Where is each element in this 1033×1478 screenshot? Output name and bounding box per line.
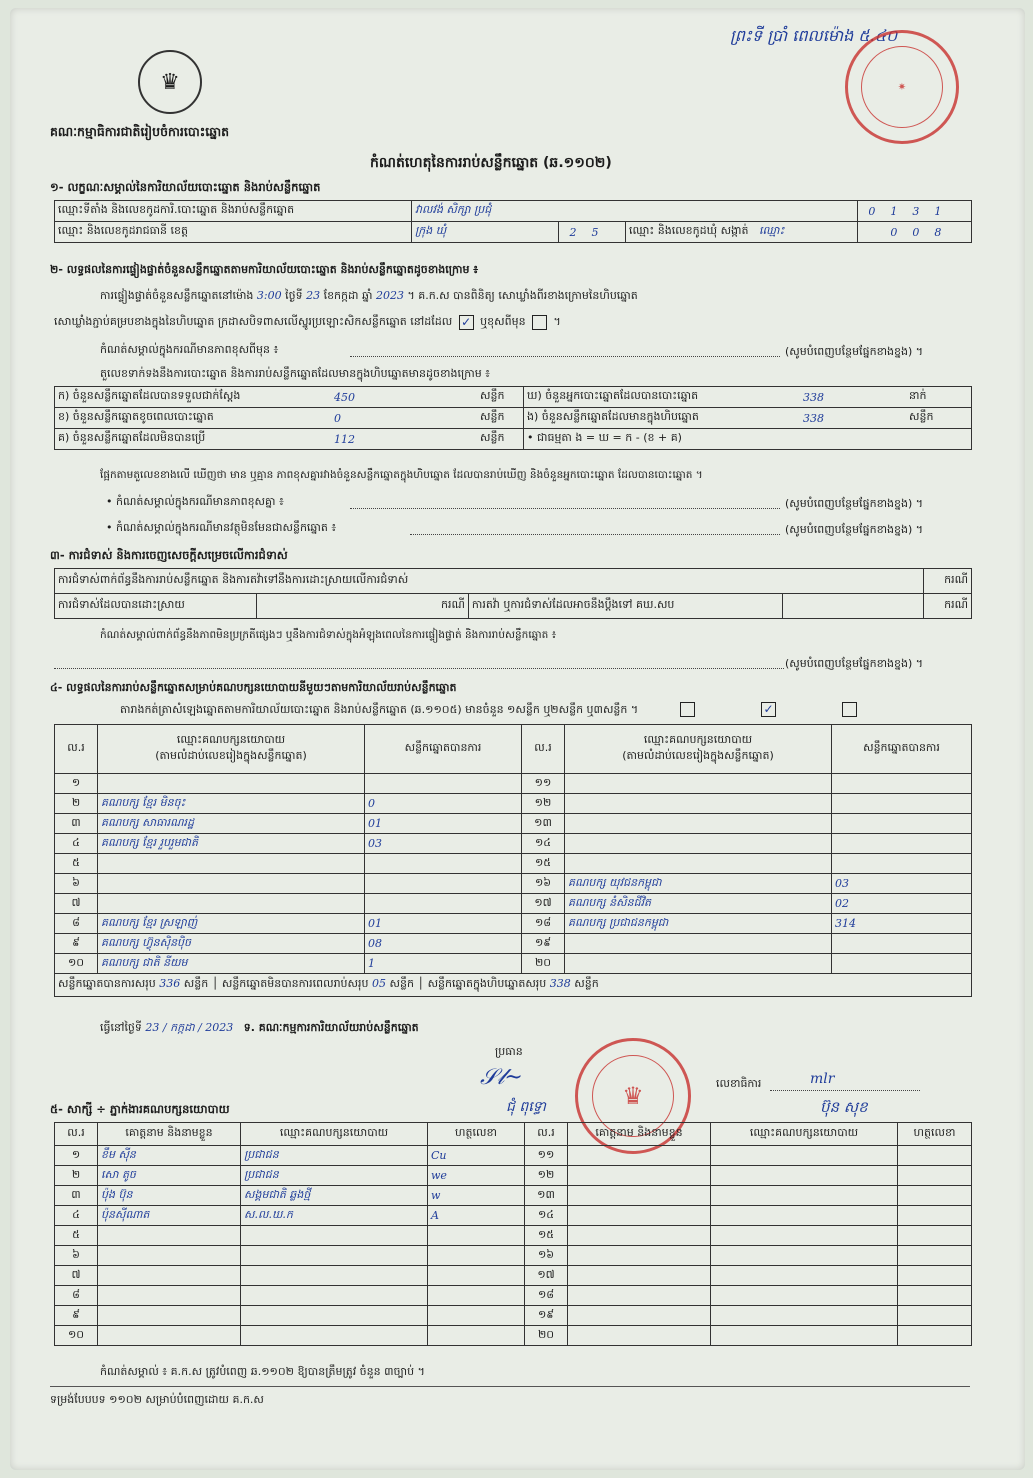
cell-no: ២ (55, 1166, 98, 1186)
section1-title: ១- លក្ខណៈសម្គាល់នៃការិយាល័យបោះឆ្នោត និងរាប់សន្លឹកឆ្នោត (50, 180, 321, 194)
cell-sign (428, 1266, 525, 1286)
row-a-value: 450 (331, 387, 477, 408)
cell-votes: 02 (832, 894, 972, 914)
table-row (55, 1266, 972, 1286)
table-row (55, 1206, 972, 1226)
table-row (55, 1146, 972, 1166)
table-row (55, 954, 972, 974)
province-code (559, 222, 626, 243)
one-sheet-checkbox[interactable] (680, 702, 695, 717)
cell-party (711, 1226, 898, 1246)
cell-party (241, 1226, 428, 1246)
form-title: កំណត់ហេតុនៃការរាប់សន្លឹកឆ្នោត (ឆ.១១០២) (370, 155, 612, 171)
cell-no: ៤ (55, 1206, 98, 1226)
cell-sign: we (428, 1166, 525, 1186)
total-box-value: 338 (549, 977, 571, 990)
province-code-digit: 2 (569, 225, 577, 239)
same-checkbox[interactable]: ✓ (459, 315, 474, 330)
cell-sign: Cu (428, 1146, 525, 1166)
station-name: វាលវង់ សិក្សា ប្រជុំ (412, 201, 858, 222)
cell-party (565, 954, 832, 974)
cell-name (98, 1246, 241, 1266)
verify-year: 2023 (375, 289, 404, 302)
cell-votes: 01 (365, 814, 522, 834)
cell-sign (898, 1166, 972, 1186)
col-votes: សន្លឹកឆ្នោតបានការ (365, 725, 522, 774)
figures-intro: តួលេខទាក់ទងនឹងការបោះឆ្នោត និងការរាប់សន្លឹកឆ្នោតដែលមានក្នុងហិបឆ្នោតមានដូចខាងក្រោម ៖ (100, 367, 491, 380)
station-table (54, 200, 972, 243)
row-d-value: 338 (800, 387, 906, 408)
row-a-label: ក) ចំនួនសន្លឹកឆ្នោតដែលបានទទួលជាក់ស្តែង (55, 387, 332, 408)
cell-party (565, 834, 832, 854)
cell-party (241, 1246, 428, 1266)
col-no: ល.រ (525, 1123, 568, 1146)
secretary-signature: mlr (810, 1071, 835, 1087)
cell-name: ប៉ុង ប៊ុន (98, 1186, 241, 1206)
cell-name: ខឹម ស៊ីន (98, 1146, 241, 1166)
table-row (55, 874, 972, 894)
cell-no: ៣ (55, 1186, 98, 1206)
cell-party (711, 1246, 898, 1266)
resolved-label: ការជំទាស់ដែលបានដោះស្រាយ (55, 594, 257, 619)
cell-party (711, 1186, 898, 1206)
cell-votes (365, 774, 522, 794)
footer-divider (50, 1386, 970, 1387)
cell-sign (898, 1306, 972, 1326)
cell-name (568, 1306, 711, 1326)
cell-votes: 0 (365, 794, 522, 814)
row-d-unit: នាក់ (906, 387, 972, 408)
cell-name (568, 1266, 711, 1286)
verify-text: ការផ្ទៀងផ្ទាត់ចំនួនសន្លឹកឆ្នោតនៅម៉ោង (100, 289, 254, 302)
cell-no: ២០ (522, 954, 565, 974)
cell-name (98, 1286, 241, 1306)
cell-no: ១៩ (525, 1306, 568, 1326)
date-line (100, 1020, 419, 1035)
cell-sign: A (428, 1206, 525, 1226)
table-row (55, 854, 972, 874)
note-foreign-object: • កំណត់សម្គាល់ក្នុងករណីមានវត្ថុមិនមែនជាសន្លឹកឆ្នោត ៖ (106, 521, 337, 534)
cell-name (568, 1186, 711, 1206)
cell-name (568, 1326, 711, 1346)
cell-sign (898, 1266, 972, 1286)
cell-party (565, 774, 832, 794)
cell-sign (428, 1326, 525, 1346)
cell-no: ៦ (55, 1246, 98, 1266)
cell-name (568, 1286, 711, 1306)
cell-party (98, 894, 365, 914)
three-sheet-checkbox[interactable] (842, 702, 857, 717)
complaint-row1: ការជំទាស់ពាក់ព័ន្ធនឹងការរាប់សន្លឹកឆ្នោត និងការតវ៉ាទៅនឹងការដោះស្រាយលើការជំទាស់ (55, 569, 924, 594)
cell-no: ៧ (55, 894, 98, 914)
cell-party: សង្គមជាតិ ឆ្លងថ្មី (241, 1186, 428, 1206)
cell-no: ១ (55, 774, 98, 794)
cell-no: ១២ (525, 1166, 568, 1186)
dotted-line (770, 1090, 920, 1091)
row-c-value: 112 (331, 429, 477, 450)
station-label: ឈ្មោះទីតាំង និងលេខកូដការិ.បោះឆ្នោត និងរាប់សន្លឹកឆ្នោត (55, 201, 412, 222)
cell-no: ៦ (55, 874, 98, 894)
table-row (55, 1286, 972, 1306)
date-label: ធ្វើនៅថ្ងៃទី (100, 1021, 142, 1034)
verify-text: សោឃ្លាំងភ្ជាប់គម្របខាងក្នុងនៃហិបឆ្នោត ក្រដាសបិទពាសលើស្នូរប្រឡោះសិកសន្លឹកឆ្នោត នៅដដែល (54, 315, 453, 328)
table-row (55, 1306, 972, 1326)
cell-sign (428, 1246, 525, 1266)
fill-note: (សូមបំពេញបន្ថែមផ្នែកខាងខ្នង) ។ (785, 497, 924, 510)
cell-no: ៤ (55, 834, 98, 854)
ballot-count-form (10, 8, 1025, 1470)
cell-name: សោ តូច (98, 1166, 241, 1186)
cell-sign (898, 1246, 972, 1266)
cell-sign (428, 1226, 525, 1246)
cell-votes: 03 (832, 874, 972, 894)
section4-title: ៤- លទ្ធផលនៃការរាប់សន្លឹកឆ្នោតសម្រាប់គណបក្សនយោបាយនីមួយៗតាមការិយាល័យរាប់សន្លឹកឆ្នោត (50, 681, 457, 694)
cell-party: គណបក្ស ជាតិ នីយម (98, 954, 365, 974)
cell-sign: w (428, 1186, 525, 1206)
cell-party (711, 1326, 898, 1346)
cell-party (241, 1326, 428, 1346)
table-row (55, 1326, 972, 1346)
col-no: ល.រ (55, 1123, 98, 1146)
table-row (55, 774, 972, 794)
cell-name (98, 1266, 241, 1286)
witness-table (54, 1122, 972, 1346)
date-value: 23 / កក្កដា / 2023 (145, 1021, 234, 1034)
col-name: គោត្តនាម និងនាមខ្លួន (568, 1123, 711, 1146)
station-code-digit: 1 (890, 204, 898, 218)
cell-party (241, 1306, 428, 1326)
table-row (55, 934, 972, 954)
cell-votes (365, 854, 522, 874)
cell-party (711, 1306, 898, 1326)
cell-votes: 03 (365, 834, 522, 854)
secretary-name: ប៊ុន សុខ (820, 1098, 868, 1116)
total-valid-label: សន្លឹកឆ្នោតបានការសរុប (58, 977, 156, 990)
cell-no: ១៦ (525, 1246, 568, 1266)
cell-party (711, 1166, 898, 1186)
cell-party (241, 1266, 428, 1286)
section2-title: ២- លទ្ធផលនៃការផ្ទៀងផ្ទាត់ចំនួនសន្លឹកឆ្នោតតាមការិយាល័យបោះឆ្នោត និងរាប់សន្លឹកឆ្នោតដូចខាងក្រោម ៖ (50, 263, 479, 276)
unit: សន្លឹក (183, 977, 209, 990)
verify-time: 3:00 (256, 289, 282, 302)
cell-no: ១៥ (522, 854, 565, 874)
fill-note: (សូមបំពេញបន្ថែមផ្នែកខាងខ្នង) ។ (785, 523, 924, 536)
verify-text: ។ គ.ក.ស បានពិនិត្យ សោឃ្លាំងពីរខាងក្រោមនៃហិបឆ្នោត (407, 289, 638, 302)
totals-row: សន្លឹកឆ្នោតបានការសរុប 336 សន្លឹក │ សន្លឹកឆ្នោតមិនបានការពេលរាប់សរុប 05 សន្លឹក │ សន្លឹកឆ្នោតក្នុងហិបឆ្នោតសរុប 338 សន្លឹក (55, 974, 972, 997)
cell-no: ១៦ (522, 874, 565, 894)
emblem-logo: ♛ (138, 50, 202, 114)
row-e-unit: សន្លឹក (906, 408, 972, 429)
cell-party (565, 794, 832, 814)
cell-no: ១០ (55, 1326, 98, 1346)
case-unit: ករណី (923, 594, 971, 619)
cell-sign (898, 1326, 972, 1346)
case-unit: ករណី (923, 569, 971, 594)
row-c-label: គ) ចំនួនសន្លឹកឆ្នោតដែលមិនបានប្រើ (55, 429, 332, 450)
cell-no: ៥ (55, 1226, 98, 1246)
cell-votes (365, 894, 522, 914)
cell-party (711, 1206, 898, 1226)
col-party (98, 725, 365, 774)
cell-no: ១៣ (525, 1186, 568, 1206)
fill-note: (សូមបំពេញបន្ថែមផ្នែកខាងខ្នង) ។ (785, 657, 924, 670)
cell-votes (832, 854, 972, 874)
section4-subtitle: តារាងកត់ត្រាសំឡេងឆ្នោតតាមការិយាល័យបោះឆ្នោត និងរាប់សន្លឹកឆ្នោត (ឆ.១១០៥) មានចំនួន ១សន្លឹក ឬ២សន្លឹក ឬ៣សន្លឹក ។ (120, 703, 639, 716)
commune-label: ឈ្មោះ និងលេខកូដឃុំ សង្កាត់ (629, 224, 749, 237)
cell-party: ប្រជាជន (241, 1146, 428, 1166)
cell-name (568, 1226, 711, 1246)
cell-party (711, 1266, 898, 1286)
col-party (565, 725, 832, 774)
diff-note-label: កំណត់សម្គាល់ក្នុងករណីមានភាពខុសពីមុន ៖ (100, 343, 279, 356)
col-votes: សន្លឹកឆ្នោតបានការ (832, 725, 972, 774)
verify-day: 23 (306, 289, 321, 302)
secretary-label: លេខាធិការ (716, 1077, 762, 1090)
cell-no: ១៣ (522, 814, 565, 834)
figures-table (54, 386, 972, 450)
total-invalid-value: 05 (371, 977, 386, 990)
difference-line: ផ្អែកតាមតួលេខខាងលើ ឃើញថា មាន ឬគ្មាន ភាពខុសគ្នារវាងចំនួនសន្លឹកឆ្នោតក្នុងហិបឆ្នោត ដែលបានរាប់ឃើញ និងចំនួនអ្នកបោះឆ្នោត ដែលបានបោះឆ្នោត ។ (100, 469, 703, 481)
note-difference: • កំណត់សម្គាល់ក្នុងករណីមានភាពខុសគ្នា ៖ (106, 495, 284, 508)
cell-name (98, 1306, 241, 1326)
col-sign: ហត្ថលេខា (428, 1123, 525, 1146)
cell-party: គណបក្ស ហ៊្វុនស៊ិនប៉ិច (98, 934, 365, 954)
fill-note: (សូមបំពេញបន្ថែមផ្នែកខាងខ្នង) ។ (785, 345, 924, 358)
col-name: គោត្តនាម និងនាមខ្លួន (98, 1123, 241, 1146)
cell-name (568, 1206, 711, 1226)
province-code-digit: 5 (591, 225, 599, 239)
station-code-digit: 3 (912, 204, 920, 218)
cell-no: ១១ (522, 774, 565, 794)
col-party: ឈ្មោះគណបក្សនយោបាយ (711, 1123, 898, 1146)
station-code-digit: 1 (934, 204, 942, 218)
unit: សន្លឹក (574, 977, 599, 990)
row-b-unit: សន្លឹក (477, 408, 524, 429)
appeal-label: ការតវ៉ា ឬការជំទាស់ដែលអាចនឹងប្តឹងទៅ គឃ.សប (468, 594, 783, 619)
cell-party (711, 1146, 898, 1166)
cell-no: ៣ (55, 814, 98, 834)
commune-name: ឈ្មោះ (759, 224, 785, 237)
station-code (857, 201, 971, 222)
table-row (55, 794, 972, 814)
table-row (55, 1166, 972, 1186)
cell-name: ប៉ុនសុីណាត (98, 1206, 241, 1226)
cell-votes (832, 794, 972, 814)
verify-text: ថ្ងៃទី (285, 289, 303, 302)
cell-party: ស.ល.ឃ.ក (241, 1206, 428, 1226)
total-invalid-label: សន្លឹកឆ្នោតមិនបានការពេលរាប់សរុប (221, 977, 369, 990)
cell-votes (832, 954, 972, 974)
cell-votes (832, 774, 972, 794)
row-d-label: ឃ) ចំនួនអ្នកបោះឆ្នោតដែលបានបោះឆ្នោត (524, 387, 801, 408)
cell-votes: 1 (365, 954, 522, 974)
commune-code (857, 222, 971, 243)
total-box-label: សន្លឹកឆ្នោតក្នុងហិបឆ្នោតសរុប (427, 977, 547, 990)
row-b-label: ខ) ចំនួនសន្លឹកឆ្នោតខូចពេលបោះឆ្នោត (55, 408, 332, 429)
footer-text: ទម្រង់បែបបទ ១១០២ សម្រាប់បំពេញដោយ គ.ក.ស (50, 1393, 264, 1406)
irregularity-note: កំណត់សម្គាល់ពាក់ព័ន្ធនឹងភាពមិនប្រក្រតីផ្សេងៗ ឬនឹងការជំទាស់ក្នុងអំឡុងពេលនៃការផ្ទៀងផ្ទាត់ និងការរាប់សន្លឹកឆ្នោត ៖ (100, 629, 557, 641)
cell-votes (832, 814, 972, 834)
cell-no: ១៨ (522, 914, 565, 934)
cell-no: ១៤ (522, 834, 565, 854)
cell-no: ១១ (525, 1146, 568, 1166)
cell-party (98, 854, 365, 874)
two-sheet-checkbox[interactable]: ✓ (761, 702, 776, 717)
cell-party (241, 1286, 428, 1306)
dotted-line (350, 508, 780, 509)
table-row (55, 814, 972, 834)
table-row (55, 894, 972, 914)
case-unit: ករណី (256, 594, 468, 619)
commune-cell (626, 222, 858, 243)
commune-code-digit: 0 (912, 225, 920, 239)
cell-no: ១៤ (525, 1206, 568, 1226)
formula: • ជាធម្មតា ង = ឃ = ក - (ខ + គ) (524, 429, 972, 450)
table-row (55, 914, 972, 934)
cell-sign (898, 1206, 972, 1226)
cell-party: គណបក្ស សាធារណរដ្ឋ (98, 814, 365, 834)
verify-text: ខែកក្កដា ឆ្នាំ (323, 289, 373, 302)
col-no: ល.រ (55, 725, 98, 774)
province-label: ឈ្មោះ និងលេខកូដរាជធានី ខេត្ត (55, 222, 412, 243)
cell-no: ១៧ (522, 894, 565, 914)
col-party-sub: (តាមលំដាប់លេខរៀងក្នុងសន្លឹកឆ្នោត) (622, 749, 774, 762)
different-checkbox[interactable] (532, 315, 547, 330)
red-seal-committee: ♛ (575, 1038, 691, 1154)
verify-line2: សោឃ្លាំងភ្ជាប់គម្របខាងក្នុងនៃហិបឆ្នោត ក្រដាសបិទពាសលើស្នូរប្រឡោះសិកសន្លឹកឆ្នោត នៅដដែល ✓ ឬខុសពីមុន ។ (54, 314, 561, 329)
cell-sign (898, 1146, 972, 1166)
complaint-table (54, 568, 972, 619)
footnote: កំណត់សម្គាល់ ៖ គ.ក.ស ត្រូវបំពេញ ឆ.១១០២ ឱ្យបានត្រឹមត្រូវ ចំនួន ៣ច្បាប់ ។ (100, 1365, 425, 1378)
cell-name (98, 1326, 241, 1346)
station-code-digit: 0 (868, 204, 876, 218)
row-e-label: ង) ចំនួនសន្លឹកឆ្នោតដែលមានក្នុងហិបឆ្នោត (524, 408, 801, 429)
cell-votes: 01 (365, 914, 522, 934)
cell-votes: 08 (365, 934, 522, 954)
cell-votes (832, 934, 972, 954)
cell-name (568, 1166, 711, 1186)
table-row (55, 1186, 972, 1206)
cell-party (565, 854, 832, 874)
cell-sign (898, 1286, 972, 1306)
cell-no: ៥ (55, 854, 98, 874)
cell-party: គណបក្ស ខ្មែរ មិនចុះ (98, 794, 365, 814)
row-e-value: 338 (800, 408, 906, 429)
cell-no: ៩ (55, 1306, 98, 1326)
chair-name: ជុំ ពុទ្ធោ (506, 1099, 546, 1115)
cell-party: គណបក្ស ប្រជាជនកម្ពុជា (565, 914, 832, 934)
cell-party: គណបក្ស ខ្មែរ រួបរួមជាតិ (98, 834, 365, 854)
cell-no: ១០ (55, 954, 98, 974)
table-row (55, 1226, 972, 1246)
cell-votes (832, 834, 972, 854)
cell-name (568, 1146, 711, 1166)
dotted-line (350, 356, 780, 357)
verify-text: ឬខុសពីមុន (480, 315, 526, 328)
cell-party: គណបក្ស ខ្មែរ ស្រឡាញ់ (98, 914, 365, 934)
cell-party: គណបក្ស នំសិនជីវិត (565, 894, 832, 914)
cell-sign (428, 1306, 525, 1326)
cell-party (565, 934, 832, 954)
cell-party: គណបក្ស យុវជនកម្ពុជា (565, 874, 832, 894)
cell-party (711, 1286, 898, 1306)
cell-party: ប្រជាជន (241, 1166, 428, 1186)
cell-party (565, 814, 832, 834)
cell-votes: 314 (832, 914, 972, 934)
cell-no: ៨ (55, 914, 98, 934)
col-sign: ហត្ថលេខា (898, 1123, 972, 1146)
cell-no: ២០ (525, 1326, 568, 1346)
red-seal-top: ✷ (845, 30, 959, 144)
table-row (55, 834, 972, 854)
cell-no: ១៧ (525, 1266, 568, 1286)
commune-code-digit: 8 (934, 225, 942, 239)
row-c-unit: សន្លឹក (477, 429, 524, 450)
dotted-line (410, 534, 780, 535)
cell-no: ៧ (55, 1266, 98, 1286)
party-results-table (54, 724, 972, 997)
col-party: ឈ្មោះគណបក្សនយោបាយ (241, 1123, 428, 1146)
cell-name (98, 1226, 241, 1246)
total-valid-value: 336 (159, 977, 181, 990)
cell-no: ៩ (55, 934, 98, 954)
col-party-sub: (តាមលំដាប់លេខរៀងក្នុងសន្លឹកឆ្នោត) (155, 749, 307, 762)
cell-no: ១ (55, 1146, 98, 1166)
cell-sign (898, 1226, 972, 1246)
cell-no: ១៩ (522, 934, 565, 954)
cell-no: ៨ (55, 1286, 98, 1306)
cell-sign (428, 1286, 525, 1306)
cell-sign (898, 1186, 972, 1206)
cell-name (568, 1246, 711, 1266)
chair-label: ប្រធាន (495, 1045, 523, 1058)
col-party-title: ឈ្មោះគណបក្សនយោបាយ (176, 733, 286, 746)
cell-party (98, 774, 365, 794)
commune-code-digit: 0 (890, 225, 898, 239)
section3-title: ៣- ការជំទាស់ និងការចេញសេចក្តីសម្រេចលើការជំទាស់ (50, 548, 288, 562)
row-a-unit: សន្លឹក (477, 387, 524, 408)
top-handwritten-note: ព្រះទី ប្រាំ ពេលម៉ោង ៥.៤០ (730, 26, 898, 45)
cell-no: ១២ (522, 794, 565, 814)
col-party-title: ឈ្មោះគណបក្សនយោបាយ (643, 733, 753, 746)
table-row (55, 1246, 972, 1266)
committee-label: ទ. គណៈកម្មការការិយាល័យរាប់សន្លឹកឆ្នោត (243, 1021, 419, 1034)
org-name: គណៈកម្មាធិការជាតិរៀបចំការបោះឆ្នោត (50, 124, 230, 139)
verify-line1 (100, 288, 638, 303)
cell-party (98, 874, 365, 894)
col-no: ល.រ (522, 725, 565, 774)
cell-no: ១៨ (525, 1286, 568, 1306)
province-name: ក្រុង ឃុំ (412, 222, 559, 243)
dotted-line (54, 668, 784, 669)
chair-signature: 𝒮𝓁~ (480, 1065, 523, 1090)
cell-no: ១៥ (525, 1226, 568, 1246)
unit: សន្លឹក (389, 977, 414, 990)
cell-votes (365, 874, 522, 894)
cell-no: ២ (55, 794, 98, 814)
section5-title: ៥- សាក្សី ÷ ភ្នាក់ងារគណបក្សនយោបាយ (50, 1102, 230, 1116)
row-b-value: 0 (331, 408, 477, 429)
